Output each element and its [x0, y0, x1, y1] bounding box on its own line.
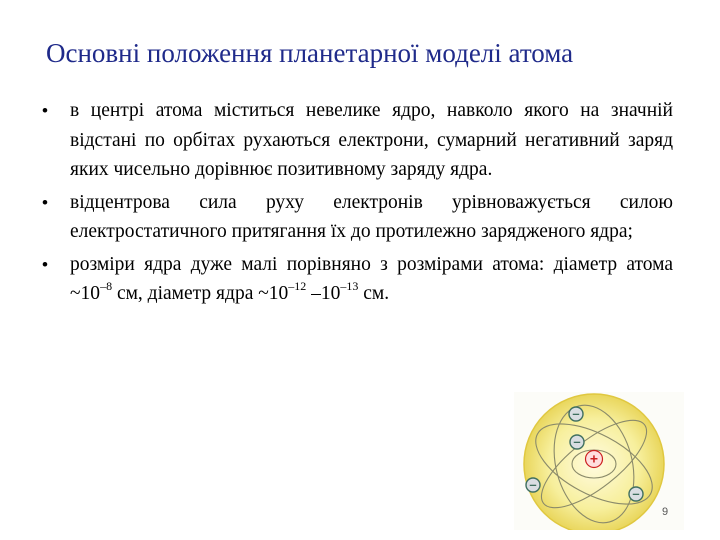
svg-text:–: –	[573, 434, 581, 449]
atom-svg	[514, 392, 684, 530]
nucleus-sign: +	[589, 450, 599, 467]
svg-text:–: –	[632, 486, 640, 501]
svg-text:–: –	[529, 477, 537, 492]
slide-title: Основні положення планетарної моделі атома	[46, 38, 574, 68]
bullet-list	[40, 96, 673, 312]
electron	[526, 477, 540, 492]
bullet-item	[40, 188, 673, 247]
bullet-item	[40, 96, 673, 185]
nucleus	[586, 451, 603, 468]
atom-model-illustration	[514, 392, 684, 530]
exponent: –12	[288, 278, 307, 293]
bullet-dot: •	[42, 101, 48, 120]
svg-text:–: –	[572, 406, 580, 421]
exponent: –8	[100, 278, 113, 293]
exponent: –13	[340, 278, 359, 293]
bullet-text: в центрі атома міститься невелике ядро, навколо якого на значній відстані по орбітах рухаються електрони, сумарний негативний заряд яких чисельно дорівнює позитивному заряду ядра.	[70, 100, 673, 180]
bullet-text-part: см.	[358, 283, 390, 304]
bullet-text-part: –10	[306, 283, 341, 304]
bullet-item	[40, 250, 673, 309]
bullet-dot: •	[42, 192, 48, 212]
electron	[629, 486, 643, 501]
page-number: 9	[662, 506, 669, 518]
bullet-text	[70, 254, 673, 305]
electron	[569, 406, 583, 421]
electron	[570, 434, 584, 449]
bullet-text-part: см, діаметр ядра ~10	[112, 283, 289, 304]
bullet-text: відцентрова сила руху електронів урівноважується силою електростатичного притягання їх до протилежно зарядженого ядра;	[70, 191, 673, 242]
bullet-text-part: розміри ядра дуже малі порівняно з розмірами атома: діаметр атома ~10	[70, 253, 673, 304]
bullet-dot: •	[42, 254, 48, 274]
